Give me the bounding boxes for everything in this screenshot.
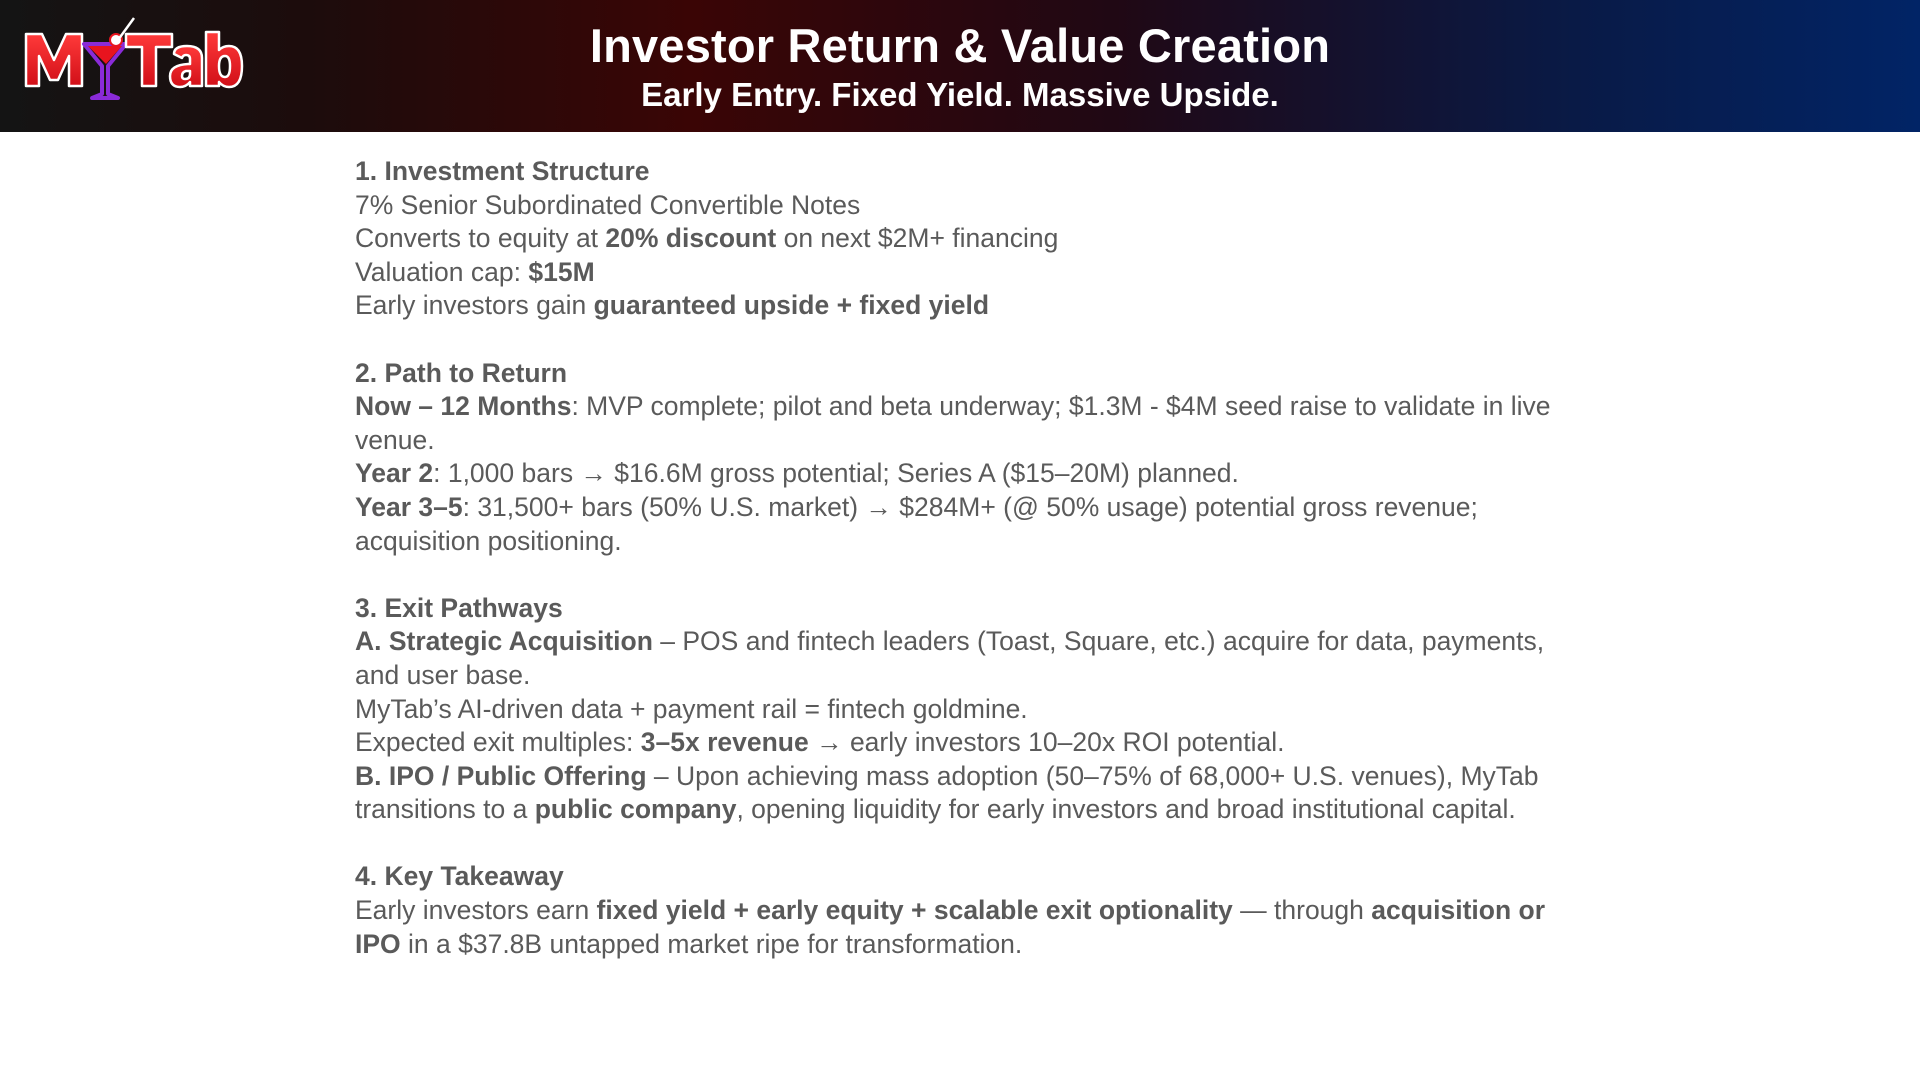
slide-body (355, 155, 1595, 995)
section-exit-pathways (355, 592, 1595, 827)
body-line: 7% Senior Subordinated Convertible Notes (355, 189, 861, 220)
body-line: Expected exit multiples: 3–5x revenue → early investors 10–20x ROI potential. (355, 727, 1285, 758)
body-line: MyTab’s AI-driven data + payment rail = fintech goldmine. (355, 693, 1028, 724)
body-line: Valuation cap: $15M (355, 256, 595, 287)
section-heading: 3. Exit Pathways (355, 592, 563, 623)
body-line: Year 3–5: 31,500+ bars (50% U.S. market) → $284M+ (@ 50% usage) potential gross revenue; acquisition positioning. (355, 491, 1478, 556)
body-line: Early investors earn fixed yield + early equity + scalable exit optionality — through acquisition or IPO in a $37.8B untapped market ripe for transformation. (355, 895, 1546, 959)
slide-title: Investor Return & Value Creation (589, 19, 1331, 72)
body-line: Year 2: 1,000 bars → $16.6M gross potential; Series A ($15–20M) planned. (355, 458, 1239, 489)
section-path-to-return (355, 357, 1595, 559)
body-line: Converts to equity at 20% discount on next $2M+ financing (355, 223, 1059, 254)
section-key-takeaway (355, 860, 1595, 961)
martini-glass-logo-icon (22, 14, 244, 110)
section-heading: 2. Path to Return (355, 357, 568, 388)
section-heading: 1. Investment Structure (355, 156, 650, 186)
header-banner (0, 0, 1920, 132)
header-titles (360, 0, 1560, 132)
mytab-logo (22, 14, 244, 110)
section-investment-structure (355, 155, 1595, 323)
section-heading: 4. Key Takeaway (355, 861, 564, 892)
body-line: Early investors gain guaranteed upside + fixed yield (355, 290, 990, 321)
body-line: B. IPO / Public Offering – Upon achieving mass adoption (50–75% of 68,000+ U.S. venues), MyTab transitions to a public company, opening liquidity for early investors and broad institutional capital. (355, 760, 1539, 825)
slide-subtitle: Early Entry. Fixed Yield. Massive Upside. (641, 76, 1279, 113)
body-line: Now – 12 Months: MVP complete; pilot and beta underway; $1.3M - $4M seed raise to validate in live venue. (355, 391, 1551, 455)
body-line: A. Strategic Acquisition – POS and fintech leaders (Toast, Square, etc.) acquire for data, payments, and user base. (355, 626, 1545, 690)
